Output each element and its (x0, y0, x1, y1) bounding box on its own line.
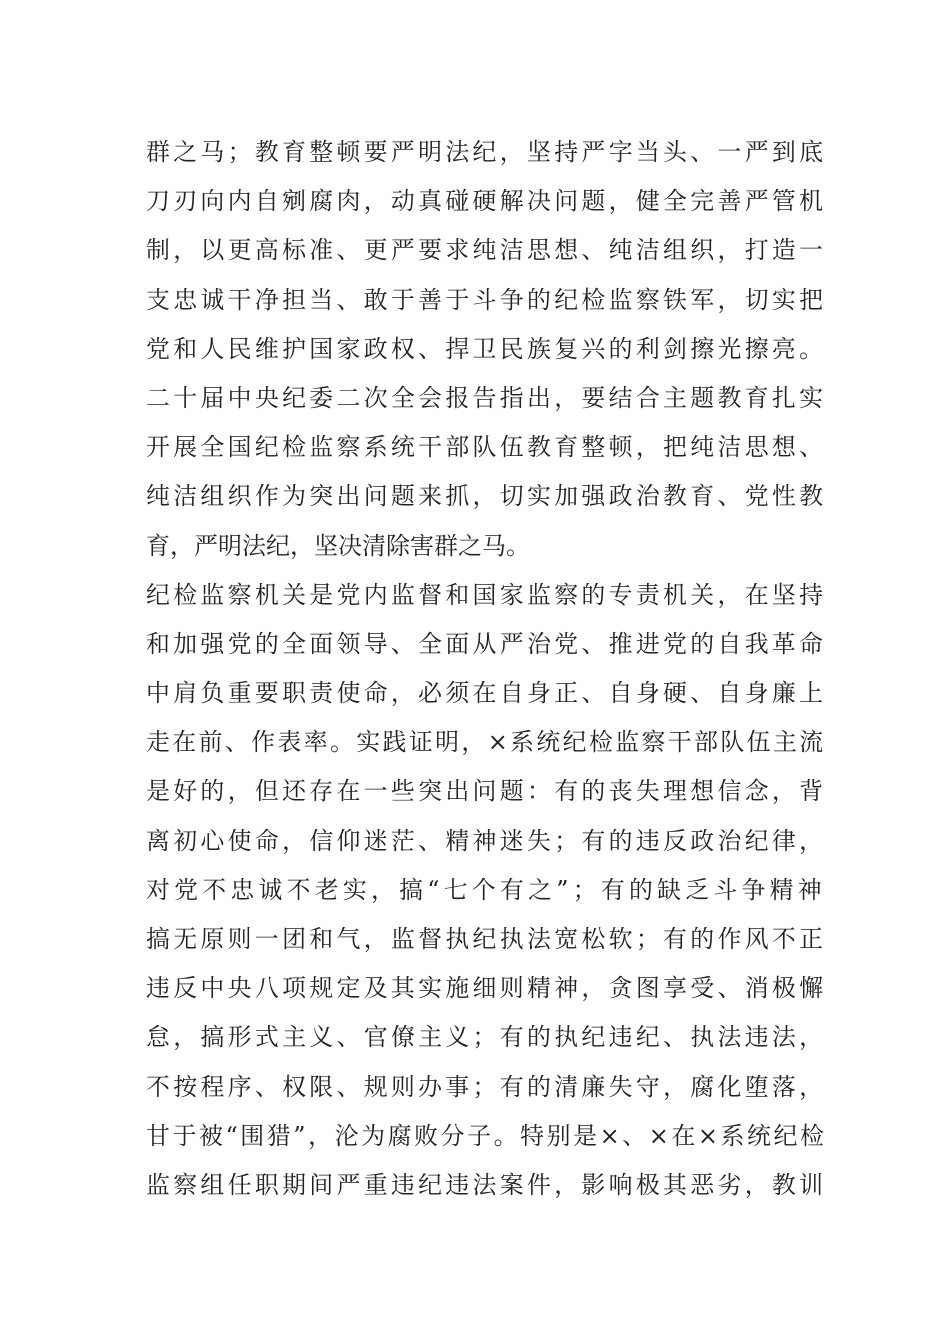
text-line: 纯洁组织作为突出问题来抓，切实加强政治教育、党性教 (146, 482, 827, 511)
text-line: 群之马；教育整顿要严明法纪，坚持严字当头、一严到底 (146, 138, 827, 166)
text-line: 党和人民维护国家政权、捍卫民族复兴的利剑擦光擦亮。 (146, 334, 827, 363)
text-line: 中肩负重要职责使命，必须在自身正、自身硬、自身廉上 (146, 679, 827, 708)
text-line: 二十届中央纪委二次全会报告指出，要结合主题教育扎实 (146, 383, 827, 412)
text-line: 怠，搞形式主义、官僚主义；有的执纪违纪、执法违法， (146, 1023, 827, 1052)
text-line: 不按程序、权限、规则办事；有的清廉失守，腐化堕落， (146, 1072, 827, 1101)
text-line: 搞无原则一团和气，监督执纪执法宽松软；有的作风不正 (146, 925, 827, 953)
text-line: 监察组任职期间严重违纪违法案件，影响极其恶劣，教训 (146, 1170, 827, 1199)
text-line: 是好的，但还存在一些突出问题：有的丧失理想信念，背 (146, 777, 827, 806)
text-line: 违反中央八项规定及其实施细则精神，贪图享受、消极懈 (146, 974, 827, 1003)
text-line: 离初心使命，信仰迷茫、精神迷失；有的违反政治纪律， (146, 826, 827, 855)
text-line: 甘于被“围猎”，沦为腐败分子。特别是×、×在×系统纪检 (146, 1121, 827, 1150)
text-line: 育，严明法纪，坚决清除害群之马。 (146, 531, 530, 560)
text-line: 制，以更高标准、更严要求纯洁思想、纯洁组织，打造一 (146, 236, 827, 265)
text-line: 开展全国纪检监察系统干部队伍教育整顿，把纯洁思想、 (146, 433, 827, 462)
text-line: 和加强党的全面领导、全面从严治党、推进党的自我革命 (146, 629, 827, 658)
text-line: 走在前、作表率。实践证明，×系统纪检监察干部队伍主流 (146, 728, 826, 757)
text-line: 刀刃向内自剜腐肉，动真碰硬解决问题，健全完善严管机 (146, 187, 827, 216)
body-text (146, 128, 826, 1210)
text-line: 纪检监察机关是党内监督和国家监察的专责机关，在坚持 (146, 580, 827, 609)
text-line: 对党不忠诚不老实，搞“七个有之”；有的缺乏斗争精神 (146, 875, 826, 904)
text-line: 支忠诚干净担当、敢于善于斗争的纪检监察铁军，切实把 (146, 285, 827, 314)
